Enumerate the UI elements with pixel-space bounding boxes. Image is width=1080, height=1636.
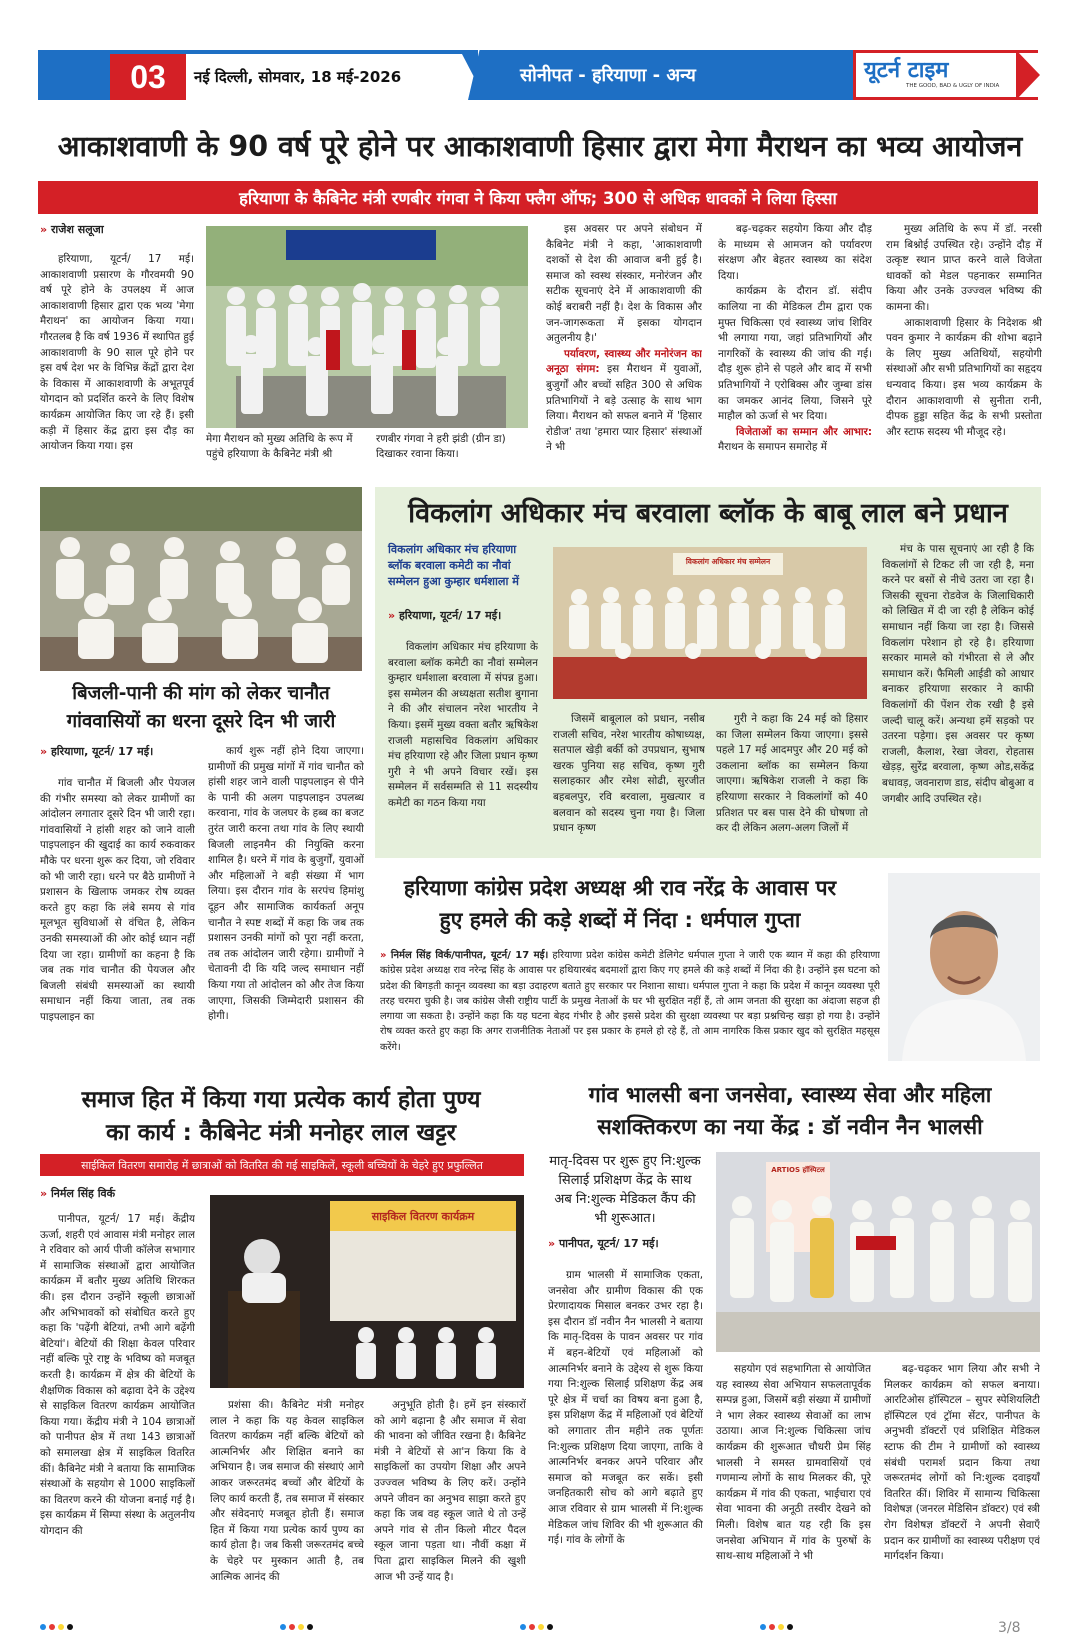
medical-camp-image xyxy=(716,1152,1040,1352)
article6-headline-line2: सशक्तिकरण का नया केंद्र : डॉ नवीन नैन भालसी xyxy=(597,1115,983,1140)
article4-byline: » निर्मल सिंह विर्क/पानीपत, यूटर्न/ 17 मई। xyxy=(380,950,548,961)
article4-body: » निर्मल सिंह विर्क/पानीपत, यूटर्न/ 17 मई। हरियाणा प्रदेश कांग्रेस कमेटी डेलिगेट धर्मपाल गुप्ता ने जारी एक ब्यान में कहा की हरियाणा कांग्रेस प्रदेश अध्यक्ष राव नरेन्द्र सिंह के आवास पर हथियारबंद बदमाशों द्वारा किए गए हमले की कड़े शब्दों में निंदा की है। उन्होंने इस घटना को प्रदेश की बिगड़ती कानून व्यवस्था का बड़ा उदाहरण बताते हुए सरकार पर निशाना साधा। धर्मपाल गुप्ता ने कहा कि प्रदेश में कानून व्यवस्था पूरी तरह चरमरा चुकी है। जब कांग्रेस जैसी राष्ट्रीय पार्टी के प्रमुख नेताओं के घर भी सुरक्षित नहीं हैं, तो आम जनता की सुरक्षा का अंदाजा सहज ही लगाया जा सकता है। उन्होंने कहा कि यह घटना बेहद गंभीर है और इससे प्रदेश की सुरक्षा व्यवस्था पर बड़ा प्रश्नचिन्ह खड़ा हो गया है। उन्होंने रोष व्यक्त करते हुए कहा कि अगर राजनीतिक नेताओं पर इस प्रकार के हमले हो रहे हैं, तो आम नागरिक किस प्रकार खुद को सुरक्षित महसूस करेंगे। xyxy=(380,948,880,1068)
article3-col4: मंच के पास सूचनाएं आ रही है कि विकलांगों से टिकट ली जा रही है, मना करने पर बसों से नीचे उतरा जा रहा है। जिसकी सूचना रोडवेज के जिलाधिकारी को लिखित में दी जा रही है लेकिन कोई समाधान नहीं किया जा रहा है। जिससे विकलांग परेशान हो रहे है। हरियाणा सरकार मामले को गंभीरता से ले और समाधान करें। फैमिली आईडी को आधार बनाकर हरियाणा सरकार ने काफी विकलांगों की पेंशन रोक रखी है इसे जल्दी चालू करें। अन्यथा हमें सड़को पर उतरना पड़ेगा। इस अवसर पर कृष्ण राजली, कैलाश, रेखा जेवरा, रोहतास खेड़ड़, सुरेंद्र बरवाला, कृष्ण ओड,सकेंद्र बधावड़, जवनाराण डाड, संदीप बोबुआ व जगबीर आदि उपस्थित रहे। xyxy=(882,543,1034,805)
article5-col1: पानीपत, यूटर्न/ 17 मई। केंद्रीय ऊर्जा, शहरी एवं आवास मंत्री मनोहर लाल ने रविवार को आर्य पीजी कॉलेज सभागार में सामाजिक संस्थाओं द्वारा आयोजित कार्यक्रम में बतौर मुख्य अतिथि शिरकत की। इस दौरान उन्होंने स्कूली छात्राओं और अभिभावकों को संबोधित करते हुए कहा कि 'पढ़ेंगी बेटियां, तभी आगे बढ़ेंगी बेटियां'। बेटियों की शिक्षा केवल परिवार नहीं बल्कि पूरे राष्ट्र के भविष्य को मजबूत करती है। कार्यक्रम में क्षेत्र की बेटियों के शैक्षणिक विकास को बढ़ावा देने के उद्देश्य से साइकिल वितरण कार्यक्रम आयोजित किया गया। केंद्रीय मंत्री ने 104 छात्राओं को पानीपत क्षेत्र में तथा 143 छात्राओं को समालखा क्षेत्र में साइकिल वितरित कीं। कैबिनेट मंत्री ने बताया कि सामाजिक संस्थाओं के सहयोग से 1000 साइकिलों का वितरण करने की योजना बनाई गई है। इस कार्यक्रम में सिम्पा संस्था के अतुलनीय योगदान की xyxy=(40,1213,195,1537)
article1-col3: इस अवसर पर अपने संबोधन में कैबिनेट मंत्री ने कहा, 'आकाशवाणी दशकों से देश की आवाज बनी हुई है। समाज को स्वस्थ संस्कार, मनोरंजन और सटीक सूचनाएं देने में आकाशवाणी की कोई बराबरी नहीं है। देश के विकास और जन-जागरूकता में इसका योगदान अतुलनीय है।' पर्यावरण, स्वास्थ्य और मनोरंजन का अनूठा संगम: इस मैराथन में युवाओं, बुजुर्गों और बच्चों सहित 300 से अधिक प्रतिभागियों ने बड़े उत्साह के साथ भाग लिया। मैराथन को सफल बनाने में 'हिसार रोडीज' तथा 'हमारा प्यार हिसार' संस्थाओं ने भी xyxy=(546,223,702,454)
article6-col1: ग्राम भालसी में सामाजिक एकता, जनसेवा और ग्रामीण विकास की एक प्रेरणादायक मिसाल बनकर उभर रहा है। इस दौरान डॉ नवीन नैन भालसी ने बताया कि मातृ-दिवस के पावन अवसर पर गांव में बहन-बेटियों एवं महिलाओं को आत्मनिर्भर बनाने के उद्देश्य से शुरू किया गया नि:शुल्क सिलाई प्रशिक्षण केंद्र अब पूरे क्षेत्र में चर्चा का विषय बना हुआ है, इस प्रशिक्षण केंद्र में महिलाओं एवं बेटियों को लगातार तीन महीने तक पूर्णतः नि:शुल्क प्रशिक्षण दिया जाएगा, ताकि वे आत्मनिर्भर बनकर अपने परिवार और समाज को मजबूत कर सकें। इसी जनहितकारी सोच को आगे बढ़ाते हुए आज रविवार से ग्राम भालसी में नि:शुल्क मेडिकल जांच शिविर की भी शुरूआत की गई। गांव के लोगों के xyxy=(548,1269,703,1547)
article3-col1: विकलांग अधिकार मंच हरियाणा के बरवाला ब्लॉक कमेटी का नौवां सम्मेलन कुम्हार धर्मशाला बरवाला में संपन्न हुआ। इस सम्मेलन की अध्यक्षता सतीश बुगाना ने की और संचालन नरेश भारतीय ने किया। इसमें मुख्य वक्ता बतौर ऋषिकेश राजली महासचिव विकलांग अधिकार मंच हरियाणा रहे और जिला प्रधान कृष्ण गुरी ने भी अपने विचार रखें। इस सम्मेलन में सर्वसम्मति से 11 सदस्यीय कमेटी का गठन किया गया xyxy=(388,641,538,809)
marathon-group-image xyxy=(206,226,528,428)
article5-col2: प्रशंसा की। कैबिनेट मंत्री मनोहर लाल ने कहा कि यह केवल साइकिल वितरण कार्यक्रम नहीं बल्कि बेटियों को आत्मनिर्भर और शिक्षित बनाने का अभियान है। जब समाज की संस्थाएं आगे आकर जरूरतमंद बच्चों और बेटियों के लिए कार्य करती हैं, तब समाज में संस्कार और संवेदनाएं मजबूत होती हैं। समाज हित में किया गया प्रत्येक कार्य पुण्य का कार्य होता है। जब किसी जरूरतमंद बच्चे के चेहरे पर मुस्कान आती है, तब आत्मिक आनंद की xyxy=(210,1399,364,1583)
article1-headline: आकाशवाणी के 90 वर्ष पूरे होने पर आकाशवाणी हिसार द्वारा मेगा मैराथन का भव्य आयोजन xyxy=(57,130,1023,163)
article3-byline: » हरियाणा, यूटर्न/ 17 मई। xyxy=(388,608,501,623)
article2-headline-line2: गांववासियों का धरना दूसरे दिन भी जारी xyxy=(66,711,336,732)
article5-headline-line2: का कार्य : कैबिनेट मंत्री मनोहर लाल खट्टर xyxy=(105,1120,457,1146)
footer-color-dots-2 xyxy=(280,1624,316,1630)
article4-headline-line1: हरियाणा कांग्रेस प्रदेश अध्यक्ष श्री राव नरेंद्र के आवास पर xyxy=(403,876,837,900)
article6-blurb: मातृ-दिवस पर शुरू हुए नि:शुल्क सिलाई प्रशिक्षण केंद्र के साथ अब नि:शुल्क मेडिकल कैंप की भी शुरूआत। xyxy=(549,1154,701,1226)
article1-col5: मुख्य अतिथि के रूप में डॉ. नरसी राम बिश्नोई उपस्थित रहे। उन्होंने दौड़ में उत्कृष्ट स्थान प्राप्त करने वाले विजेता धावकों को मेडल पहनाकर सम्मानित किया और उनके उज्ज्वल भविष्य की कामना की। आकाशवाणी हिसार के निदेशक श्री पवन कुमार ने कार्यक्रम की शोभा बढ़ाने के लिए मुख्य अतिथियों, सहयोगी संस्थाओं और सभी प्रतिभागियों का सहृदय धन्यवाद किया। इस भव्य कार्यक्रम के दौरान आकाशवाणी से सुनीता रानी, दीपक हुड्डा सहित केंद्र के सभी प्रस्तोता और स्टाफ सदस्य भी मौजूद रहे। xyxy=(886,223,1042,438)
article1-photo-caption-2: रणबीर गंगवा ने हरी झंडी (ग्रीन डा) दिखाकर रवाना किया। xyxy=(376,433,506,460)
sammelan-photo xyxy=(553,547,867,699)
cycle-banner-text: साइकिल वितरण कार्यक्रम xyxy=(371,1210,475,1223)
article2-col2: कार्य शुरू नहीं होने दिया जाएगा। ग्रामीणों की प्रमुख मांगों में गांव चानौत को हांसी शहर जाने वाली पाइपलाइन से पीने के पानी की अलग पाइपलाइन उपलब्ध करवाना, गांव के जलघर के हब्ब का बजट तुरंत जारी करना तथा गांव के लिए स्थायी बिजली लाइनमैन की नियुक्ति करना शामिल है। धरने में गांव के बुजुर्गों, युवाओं और महिलाओं ने बड़ी संख्या में भाग लिया। इस दौरान गांव के सरपंच हिमांशु दूहन और सामाजिक कार्यकर्ता अनूप चानौत ने स्पष्ट शब्दों में कहा कि जब तक प्रशासन उनकी मांगों को पूरा नहीं करता, तब तक आंदोलन जारी रहेगा। ग्रामीणों ने चेतावनी दी कि यदि जल्द समाधान नहीं किया गया तो आंदोलन को और तेज किया जाएगा, जिसकी जिम्मेदारी प्रशासन की होगी। xyxy=(208,745,364,1023)
article1-subhead: हरियाणा के कैबिनेट मंत्री रणबीर गंगवा ने किया फ्लैग ऑफ; 300 से अधिक धावकों ने लिया हिस्सा xyxy=(239,189,837,208)
article6-col2: सहयोग एवं सहभागिता से आयोजित यह स्वास्थ्य सेवा अभियान सफलतापूर्वक सम्पन्न हुआ, जिसमें बड़ी संख्या में ग्रामीणों ने भाग लेकर स्वास्थ्य सेवाओं का लाभ उठाया। आज नि:शुल्क चिकित्सा जांच कार्यक्रम की शुरूआत चौधरी प्रेम सिंह भालसी ने समस्त ग्रामवासियों एवं गणमान्य लोगों के साथ मिलकर की, पूरे कार्यक्रम में गांव की एकता, भाईचारा एवं सेवा भावना की अनूठी तस्वीर देखने को मिली। विशेष बात यह रही कि इस जनसेवा अभियान में गांव के पुरुषों के साथ-साथ महिलाओं ने भी xyxy=(716,1363,871,1563)
footer-color-dots-4 xyxy=(760,1624,796,1630)
article5-headline-line1: समाज हित में किया गया प्रत्येक कार्य होता पुण्य xyxy=(81,1087,481,1113)
article3-col3: गुरी ने कहा कि 24 मई को हिसार का जिला सम्मेलन किया जाएगा। इससे पहले 17 मई आदमपुर और 20 मई को उकलाना ब्लॉक का सम्मेलन किया जाएगा। ऋषिकेश राजली ने कहा कि हरियाणा सरकार ने विकलांगों को 40 प्रतिशत पर बस पास देने की घोषणा तो कर दी लेकिन अलग-अलग जिलों में xyxy=(716,713,868,835)
dateline: नई दिल्ली, सोमवार, 18 मई-2026 xyxy=(194,68,402,86)
page-number-box: 03 xyxy=(110,54,186,100)
article1-photo-caption: मेगा मैराथन को मुख्य अतिथि के रूप में पहुंचे हरियाणा के कैबिनेट मंत्री श्री xyxy=(206,433,353,460)
portrait-image xyxy=(888,873,1040,1061)
article1-col1: हरियाणा, यूटर्न/ 17 मई। आकाशवाणी प्रसारण के गौरवमयी 90 वर्ष पूरे होने के उपलक्ष्य में आज आकाशवाणी हिसार द्वारा एक भव्य 'मेगा मैराथन' का आयोजन किया गया। गौरतलब है कि वर्ष 1936 में स्थापित हुई आकाशवाणी के 90 साल पूरे होने पर इस वर्ष देश भर के विभिन्न केंद्रों द्वारा देश के विकास में आकाशवाणी के अभूतपूर्व योगदान को प्रदर्शित करने के लिए विशेष कार्यक्रम आयोजित किए जा रहे हैं। इसी कड़ी में हिसार केंद्र द्वारा इस दौड़ का आयोजन किया गया। इस xyxy=(40,253,194,453)
page-indicator: 3/8 xyxy=(998,1620,1021,1636)
sammelan-banner-text: विकलांग अधिकार मंच सम्मेलन xyxy=(685,557,771,566)
article3-headline: विकलांग अधिकार मंच बरवाला ब्लॉक के बाबू लाल बने प्रधान xyxy=(408,498,1008,529)
article2-headline-line1: बिजली-पानी की मांग को लेकर चानौत xyxy=(72,683,330,704)
dharampal-portrait xyxy=(888,873,1040,1061)
medical-camp-photo xyxy=(716,1152,1040,1352)
article3-blurb: विकलांग अधिकार मंच हरियाणा ब्लॉक बरवाला कमेटी का नौवां सम्मेलन हुआ कुम्हार धर्मशाला में xyxy=(388,543,519,588)
medical-banner-text: ARTIOS हॉस्पिटल xyxy=(771,1166,825,1174)
brand-tagline: THE GOOD, BAD & UGLY OF INDIA xyxy=(906,83,1000,89)
marathon-photo xyxy=(206,226,528,428)
article5-byline: » निर्मल सिंह विर्क xyxy=(40,1186,115,1201)
footer-color-dots-1 xyxy=(40,1624,76,1630)
article6-col3: बढ़-चढ़कर भाग लिया और सभी ने मिलकर कार्यक्रम को सफल बनाया। आरटिओस हॉस्पिटल – सुपर स्पेशियलिटी हॉस्पिटल एवं ट्रॉमा सेंटर, पानीपत के अनुभवी डॉक्टरों एवं प्रशिक्षित मेडिकल स्टाफ की टीम ने ग्रामीणों को स्वास्थ्य संबंधी परामर्श प्रदान किया तथा जरूरतमंद लोगों को नि:शुल्क दवाइयाँ वितरित कीं। शिविर में सामान्य चिकित्सा विशेषज्ञ (जनरल मेडिसिन डॉक्टर) एवं स्त्री रोग विशेषज्ञ डॉक्टरों ने अपनी सेवाएँ प्रदान कर ग्रामीणों का स्वास्थ्य परीक्षण एवं मार्गदर्शन किया। xyxy=(884,1363,1040,1563)
article4-headline-line2: हुए हमले की कड़े शब्दों में निंदा : धर्मपाल गुप्ता xyxy=(439,908,801,932)
article6-headline-line1: गांव भालसी बना जनसेवा, स्वास्थ्य सेवा और महिला xyxy=(588,1083,992,1108)
footer-color-dots-3 xyxy=(520,1624,556,1630)
article2-byline: » हरियाणा, यूटर्न/ 17 मई। xyxy=(40,744,153,759)
section-title: सोनीपत - हरियाणा - अन्य xyxy=(520,65,696,86)
sammelan-group-image xyxy=(553,547,867,699)
article3-col2: जिसमें बाबूलाल को प्रधान, नसीब राजली सचिव, नरेश भारतीय कोषाध्यक्ष, सतपाल खेड़ी बर्की को उपप्रधान, सुभाष खरक पुनिया सह सचिव, कृष्ण गुरी सलाहकार और रमेश सोढी, सुरजीत बहबलपुर, रवि बरवाला, मुखत्यार व बलवान को सदस्य चुना गया है। जिला प्रधान कृष्ण xyxy=(553,713,705,835)
masthead xyxy=(38,50,1038,100)
article2-col1: गांव चानौत में बिजली और पेयजल की गंभीर समस्या को लेकर ग्रामीणों का आंदोलन लगातार दूसरे दिन भी जारी रहा। गांववासियों ने हांसी शहर को जाने वाली पाइपलाइन की खुदाई का कार्य रुकवाकर मौके पर धरना शुरू कर दिया, जो रविवार को भी जारी रहा। धरने पर बैठे ग्रामीणों ने प्रशासन के खिलाफ जमकर रोष व्यक्त करते हुए कहा कि लंबे समय से गांव मूलभूत सुविधाओं से वंचित है, लेकिन उनकी समस्याओं की ओर कोई ध्यान नहीं दिया जा रहा। ग्रामीणों का कहना है कि जब तक गांव चानौत की पेयजल और बिजली संबंधी समस्याओं का स्थायी समाधान नहीं किया जाता, तब तक पाइपलाइन का xyxy=(40,777,195,1023)
dharna-photo xyxy=(40,487,362,671)
article1-byline: » राजेश सलूजा xyxy=(40,222,104,237)
article1-col4: बढ़-चढ़कर सहयोग किया और दौड़ के माध्यम से आमजन को पर्यावरण संरक्षण और बेहतर स्वास्थ्य का संदेश दिया। कार्यक्रम के दौरान डॉ. संदीप कालिया ना की मेडिकल टीम द्वारा एक मुफ्त चिकित्सा एवं स्वास्थ्य जांच शिविर भी लगाया गया, जहां प्रतिभागियों और नागरिकों के स्वास्थ्य की जांच की गई। दौड़ शुरू होने से पहले और बाद में सभी प्रतिभागियों ने एरोबिक्स और जुम्बा डांस का जमकर आनंद लिया, जिसने पूरे माहौल को ऊर्जा से भर दिया। विजेताओं का सम्मान और आभार: मैराथन के समापन समारोह में xyxy=(718,223,872,454)
article5-col3: अनुभूति होती है। हमें इन संस्कारों को आगे बढ़ाना है और समाज में सेवा की भावना को जीवित रखना है। कैबिनेट मंत्री ने बेटियों से आ'न किया कि वे साइकिलों का उपयोग शिक्षा और अपने उज्ज्वल भविष्य के लिए करें। उन्होंने अपने जीवन का अनुभव साझा करते हुए कहा कि जब वह स्कूल जाते थे तो उन्हें अपने गांव से तीन किलो मीटर पैदल स्कूल जाना पड़ता था। नौवीं कक्षा में पिता द्वारा साइकिल मिलने की खुशी आज भी उन्हें याद है। xyxy=(374,1399,526,1583)
dharna-crowd-image xyxy=(40,487,362,671)
brand-logo: यूटर्न टाइम xyxy=(864,58,949,83)
article6-byline: » पानीपत, यूटर्न/ 17 मई। xyxy=(548,1236,659,1251)
article5-subhead: साईकिल वितरण समारोह में छात्राओं को वितरित की गई साइकिलें, स्कूली बच्चियों के चेहरे हुए प्रफुल्लित xyxy=(81,1159,483,1172)
cycle-event-photo xyxy=(210,1195,524,1388)
